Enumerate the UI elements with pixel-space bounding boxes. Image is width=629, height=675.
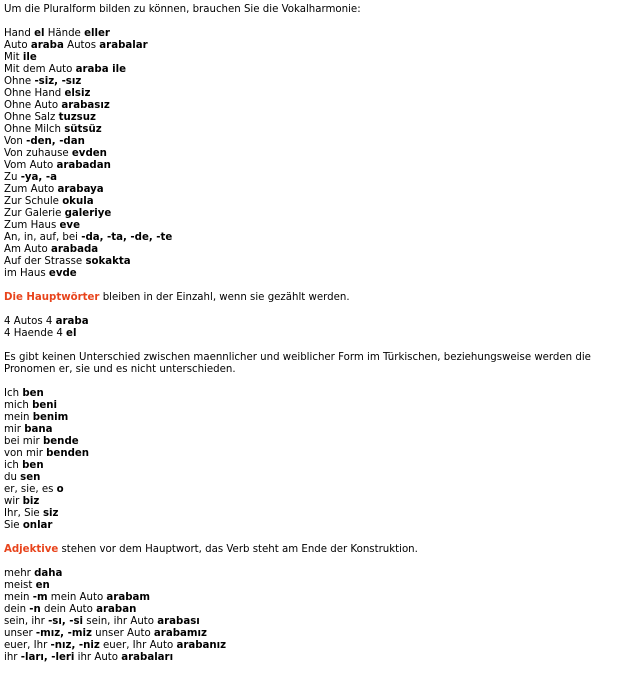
list-item: [4, 604, 629, 616]
german-text: Auto: [4, 40, 31, 51]
german-text: meist: [4, 580, 36, 591]
adjectives-text: stehen vor dem Hauptwort, das Verb steht am Ende der Konstruktion.: [58, 544, 418, 555]
list-item: [4, 268, 629, 280]
list-item: [4, 460, 629, 472]
turkish-term: -den, -dan: [26, 136, 85, 147]
list-item: [4, 184, 629, 196]
turkish-term: el: [34, 28, 45, 39]
list-item: [4, 580, 629, 592]
german-text: Ohne Hand: [4, 88, 65, 99]
list-item: [4, 508, 629, 520]
german-text: Zu: [4, 172, 21, 183]
list-item: [4, 88, 629, 100]
pronoun-list: [4, 388, 629, 532]
turkish-term: -nız, -niz: [50, 640, 100, 651]
list-item: [4, 412, 629, 424]
list-item: [4, 256, 629, 268]
german-text: 4 Autos 4: [4, 316, 56, 327]
list-item: [4, 76, 629, 88]
german-text: euer, Ihr Auto: [99, 640, 177, 651]
list-item: [4, 220, 629, 232]
german-text: Sie: [4, 520, 23, 531]
turkish-term: -m: [32, 592, 48, 603]
adjectives-note: [4, 544, 629, 556]
german-text: unser: [4, 628, 36, 639]
turkish-term: beni: [32, 400, 58, 411]
german-text: von mir: [4, 448, 47, 459]
german-text: Von: [4, 136, 27, 147]
german-text: du: [4, 472, 21, 483]
turkish-term: -ya, -a: [20, 172, 57, 183]
german-text: An, in, auf, bei: [4, 232, 82, 243]
german-text: mich: [4, 400, 33, 411]
list-item: [4, 568, 629, 580]
german-text: mehr: [4, 568, 35, 579]
german-text: Zur Schule: [4, 196, 63, 207]
turkish-term: bende: [42, 436, 79, 447]
turkish-term: en: [35, 580, 50, 591]
list-item: [4, 520, 629, 532]
list-item: [4, 172, 629, 184]
list-item: [4, 316, 629, 328]
turkish-term: sokakta: [85, 256, 131, 267]
german-text: ihr Auto: [74, 652, 122, 663]
turkish-term: araba: [30, 40, 64, 51]
turkish-term: ile: [22, 52, 37, 63]
list-item: [4, 484, 629, 496]
list-item: [4, 100, 629, 112]
turkish-term: arabaları: [121, 652, 174, 663]
turkish-term: araba ile: [75, 64, 127, 75]
turkish-term: el: [66, 328, 77, 339]
nouns-note: [4, 292, 629, 304]
turkish-term: tuzsuz: [58, 112, 96, 123]
list-item: [4, 40, 629, 52]
german-text: Mit dem Auto: [4, 64, 76, 75]
turkish-term: ben: [22, 460, 44, 471]
turkish-term: arabadan: [56, 160, 111, 171]
german-text: Zur Galerie: [4, 208, 65, 219]
german-text: bei mir: [4, 436, 43, 447]
german-text: Ohne: [4, 76, 35, 87]
list-item: [4, 472, 629, 484]
turkish-term: evde: [48, 268, 77, 279]
turkish-term: sütsüz: [64, 124, 102, 135]
german-text: Hand: [4, 28, 35, 39]
plural-examples-list: [4, 28, 629, 280]
turkish-term: -mız, -miz: [35, 628, 92, 639]
intro-text: Um die Pluralform bilden zu können, brauchen Sie die Vokalharmonie:: [4, 4, 361, 15]
german-text: sein, ihr Auto: [83, 616, 158, 627]
turkish-term: -sı, -si: [48, 616, 84, 627]
german-text: mein: [4, 592, 33, 603]
turkish-term: arabanız: [176, 640, 227, 651]
list-item: [4, 652, 629, 664]
german-text: mir: [4, 424, 25, 435]
list-item: [4, 640, 629, 652]
list-item: [4, 628, 629, 640]
german-text: Auf der Strasse: [4, 256, 86, 267]
turkish-term: daha: [34, 568, 63, 579]
german-text: Vom Auto: [4, 160, 57, 171]
german-text: sein, ihr: [4, 616, 49, 627]
turkish-term: evden: [71, 148, 107, 159]
gender-note: Es gibt keinen Unterschied zwischen maennlicher und weiblicher Form im Türkischen, beziehungsweise werden die Pronomen er, sie und es nicht unterschieden.: [4, 352, 591, 375]
turkish-term: -ları, -leri: [20, 652, 75, 663]
german-text: Ihr, Sie: [4, 508, 43, 519]
german-text: ich: [4, 460, 23, 471]
turkish-term: arabasız: [61, 100, 110, 111]
list-item: [4, 232, 629, 244]
german-text: Autos: [63, 40, 100, 51]
turkish-term: arabada: [51, 244, 99, 255]
german-text: Zum Haus: [4, 220, 60, 231]
turkish-term: sen: [20, 472, 41, 483]
turkish-term: -da, -ta, -de, -te: [81, 232, 173, 243]
list-item: [4, 328, 629, 340]
turkish-term: biz: [22, 496, 40, 507]
turkish-term: -siz, -sız: [34, 76, 82, 87]
german-text: dein Auto: [40, 604, 97, 615]
german-text: mein: [4, 412, 33, 423]
turkish-term: benim: [32, 412, 69, 423]
turkish-term: elsiz: [64, 88, 91, 99]
german-text: er, sie, es: [4, 484, 57, 495]
german-text: unser Auto: [91, 628, 154, 639]
turkish-term: eller: [84, 28, 110, 39]
list-item: [4, 112, 629, 124]
german-text: wir: [4, 496, 23, 507]
turkish-term: eve: [59, 220, 80, 231]
german-text: ihr: [4, 652, 21, 663]
turkish-term: arabaya: [57, 184, 104, 195]
german-text: Ohne Auto: [4, 100, 62, 111]
list-item: [4, 52, 629, 64]
counting-examples-list: [4, 316, 629, 340]
list-item: [4, 436, 629, 448]
german-text: Hände: [44, 28, 85, 39]
list-item: [4, 448, 629, 460]
german-text: Am Auto: [4, 244, 52, 255]
list-item: [4, 136, 629, 148]
list-item: [4, 160, 629, 172]
list-item: [4, 592, 629, 604]
german-text: im Haus: [4, 268, 49, 279]
german-text: 4 Haende 4: [4, 328, 67, 339]
adjectives-highlight: Adjektive: [4, 544, 59, 555]
turkish-term: okula: [62, 196, 94, 207]
list-item: [4, 496, 629, 508]
turkish-term: siz: [42, 508, 59, 519]
german-text: Zum Auto: [4, 184, 58, 195]
german-text: Ich: [4, 388, 23, 399]
turkish-term: ben: [22, 388, 44, 399]
list-item: [4, 388, 629, 400]
list-item: [4, 148, 629, 160]
list-item: [4, 64, 629, 76]
german-text: mein Auto: [47, 592, 107, 603]
turkish-term: arabamız: [153, 628, 207, 639]
turkish-term: araba: [55, 316, 89, 327]
german-text: Von zuhause: [4, 148, 72, 159]
german-text: Ohne Salz: [4, 112, 59, 123]
german-text: Mit: [4, 52, 23, 63]
turkish-term: -n: [29, 604, 41, 615]
list-item: [4, 400, 629, 412]
german-text: euer, Ihr: [4, 640, 51, 651]
nouns-text: bleiben in der Einzahl, wenn sie gezählt werden.: [99, 292, 350, 303]
nouns-highlight: Die Hauptwörter: [4, 292, 100, 303]
turkish-term: arabam: [106, 592, 150, 603]
turkish-term: araban: [96, 604, 137, 615]
turkish-term: arabası: [157, 616, 200, 627]
list-item: [4, 616, 629, 628]
turkish-term: arabalar: [99, 40, 148, 51]
turkish-term: o: [56, 484, 64, 495]
list-item: [4, 196, 629, 208]
list-item: [4, 208, 629, 220]
turkish-term: onlar: [22, 520, 53, 531]
german-text: dein: [4, 604, 30, 615]
turkish-term: galeriye: [64, 208, 112, 219]
list-item: [4, 124, 629, 136]
list-item: [4, 424, 629, 436]
turkish-term: bana: [24, 424, 53, 435]
german-text: Ohne Milch: [4, 124, 65, 135]
list-item: [4, 28, 629, 40]
turkish-term: benden: [46, 448, 90, 459]
possessive-list: [4, 568, 629, 664]
list-item: [4, 244, 629, 256]
